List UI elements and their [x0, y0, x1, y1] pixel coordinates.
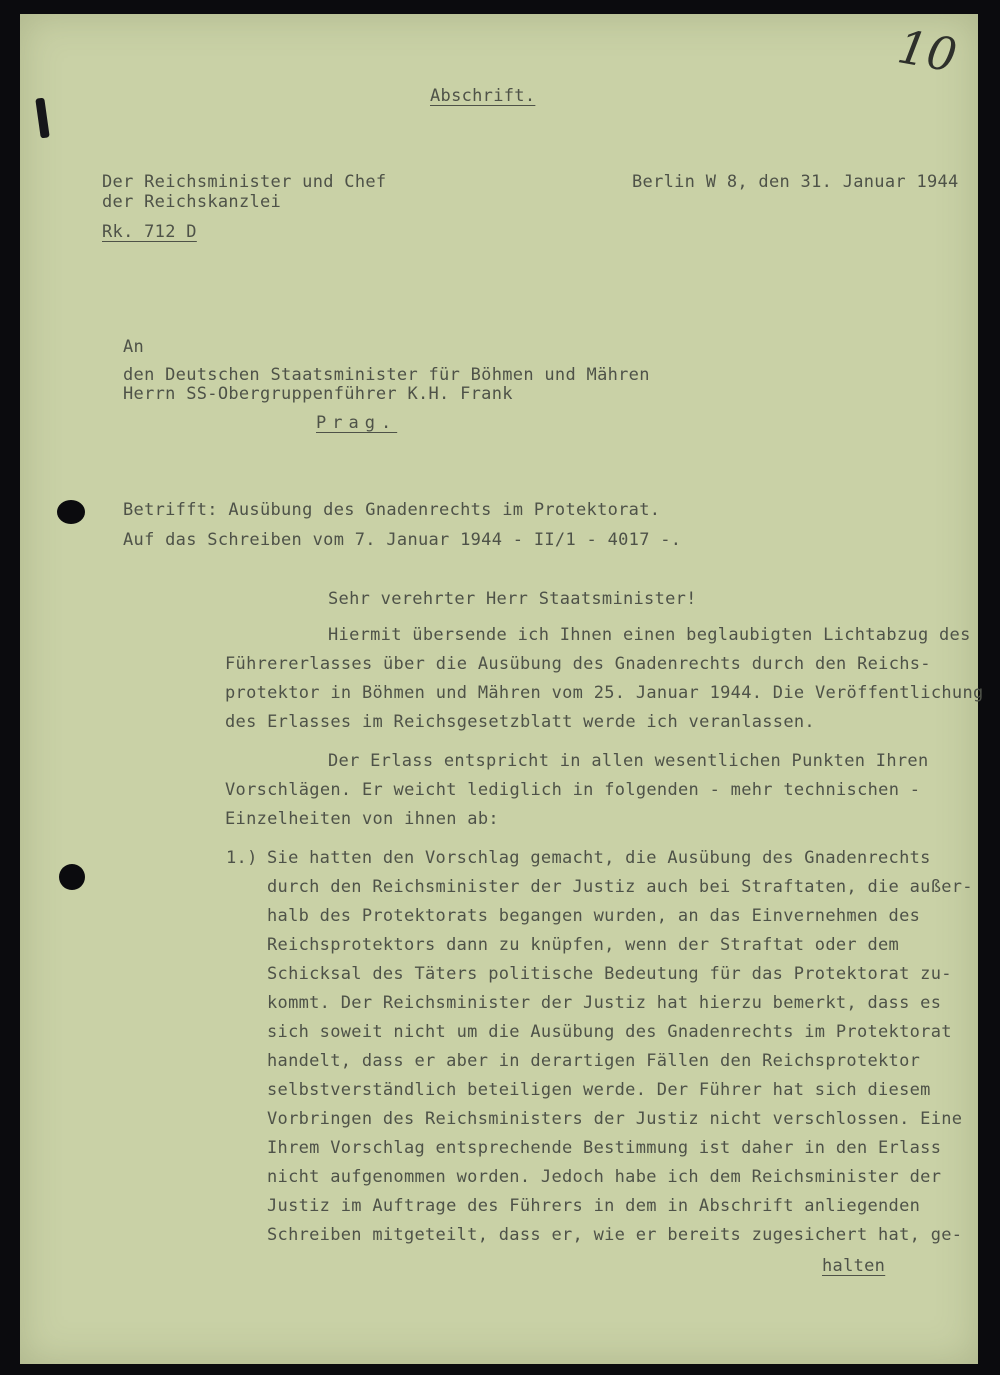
document-heading: Abschrift. [430, 86, 536, 106]
recipient-city: Prag. [316, 413, 398, 433]
item-1-line: Justiz im Auftrage des Führers in dem in Abschrift anliegenden [267, 1196, 921, 1216]
sender-line-2: der Reichskanzlei [102, 192, 282, 212]
item-1-line: Ihrem Vorschlag entsprechende Bestimmung ist daher in den Erlass [267, 1138, 942, 1158]
paragraph-1-line: Hiermit übersende ich Ihnen einen beglaubigten Lichtabzug des [328, 625, 971, 645]
catchword: halten [822, 1256, 886, 1276]
punch-hole-bottom [59, 864, 85, 890]
sender-line-1: Der Reichsminister und Chef [102, 172, 387, 192]
item-1-line: durch den Reichsminister der Justiz auch bei Straftaten, die außer- [267, 877, 973, 897]
item-1-line: Reichsprotektors dann zu knüpfen, wenn der Straftat oder dem [267, 935, 900, 955]
item-1-line: Sie hatten den Vorschlag gemacht, die Ausübung des Gnadenrechts [267, 848, 931, 868]
paragraph-1-line: protektor in Böhmen und Mähren vom 25. Januar 1944. Die Veröffentlichung [225, 683, 984, 703]
subject-line-2: Auf das Schreiben vom 7. Januar 1944 - II/1 - 4017 -. [123, 530, 682, 550]
item-1-line: sich soweit nicht um die Ausübung des Gnadenrechts im Protektorat [267, 1022, 952, 1042]
item-1-line: handelt, dass er aber in derartigen Fällen den Reichsprotektor [267, 1051, 921, 1071]
paragraph-1-line: des Erlasses im Reichsgesetzblatt werde ich veranlassen. [225, 712, 815, 732]
paragraph-2-line: Der Erlass entspricht in allen wesentlichen Punkten Ihren [328, 751, 929, 771]
recipient-line-2: Herrn SS-Obergruppenführer K.H. Frank [123, 384, 513, 404]
item-1-line: Schicksal des Täters politische Bedeutung für das Protektorat zu- [267, 964, 952, 984]
item-1-marker: 1.) [226, 848, 258, 868]
sender-reference: Rk. 712 D [102, 222, 197, 242]
item-1-line: selbstverständlich beteiligen werde. Der Führer hat sich diesem [267, 1080, 931, 1100]
page-number: 10 [893, 19, 961, 83]
greeting: Sehr verehrter Herr Staatsminister! [328, 589, 697, 609]
paragraph-2-line: Vorschlägen. Er weicht lediglich in folgenden - mehr technischen - [225, 780, 921, 800]
paragraph-2-line: Einzelheiten von ihnen ab: [225, 809, 499, 829]
place-date: Berlin W 8, den 31. Januar 1944 [632, 172, 959, 192]
subject-line-1: Betrifft: Ausübung des Gnadenrechts im Protektorat. [123, 500, 661, 520]
punch-hole-top [57, 500, 85, 524]
recipient-to: An [123, 337, 145, 357]
paragraph-1-line: Führererlasses über die Ausübung des Gnadenrechts durch den Reichs- [225, 654, 931, 674]
item-1-line: Schreiben mitgeteilt, dass er, wie er bereits zugesichert hat, ge- [267, 1225, 963, 1245]
item-1-line: kommt. Der Reichsminister der Justiz hat hierzu bemerkt, dass es [267, 993, 942, 1013]
item-1-line: Vorbringen des Reichsministers der Justiz nicht verschlossen. Eine [267, 1109, 963, 1129]
item-1-line: nicht aufgenommen worden. Jedoch habe ich dem Reichsminister der [267, 1167, 942, 1187]
recipient-line-1: den Deutschen Staatsminister für Böhmen und Mähren [123, 365, 650, 385]
item-1-line: halb des Protektorats begangen wurden, an das Einvernehmen des [267, 906, 921, 926]
